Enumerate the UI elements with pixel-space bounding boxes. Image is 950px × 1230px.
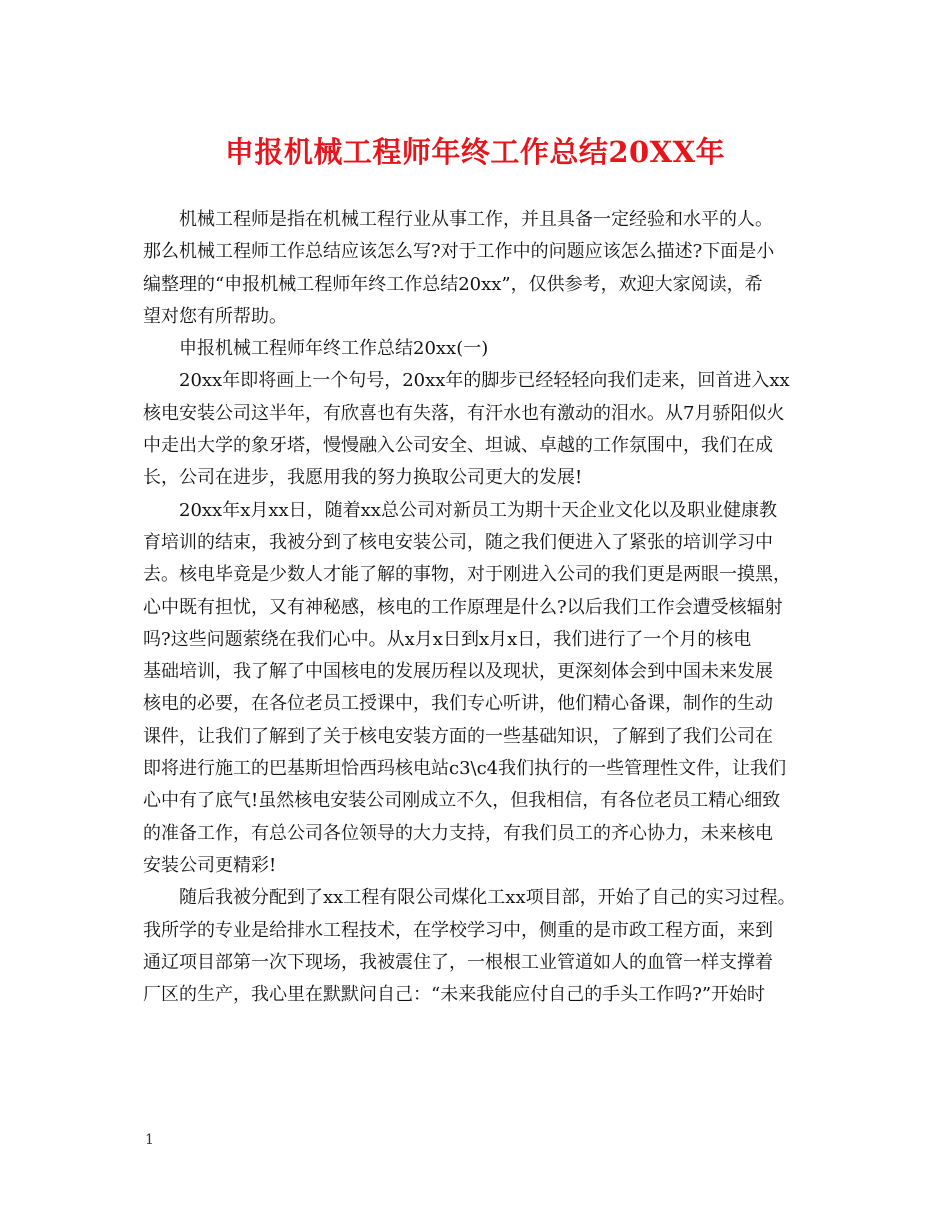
- text-line: 机械工程师是指在机械工程行业从事工作，并且具备一定经验和水平的人。: [179, 209, 773, 230]
- text-line: 那么机械工程师工作总结应该怎么写?对于工作中的问题应该怎么描述?下面是小: [143, 241, 775, 263]
- page-number: 1: [145, 1132, 154, 1148]
- text-line: 通辽项目部第一次下现场，我被震住了，一根根工业管道如人的血管一样支撑着: [143, 951, 773, 973]
- text-line: 的准备工作，有总公司各位领导的大力支持，有我们员工的齐心协力，未来核电: [143, 822, 773, 844]
- text-line: 去。核电毕竟是少数人才能了解的事物，对于刚进入公司的我们更是两眼一摸黑，: [143, 564, 791, 586]
- text-line: 课件，让我们了解到了关于核电安装方面的一些基础知识，了解到了我们公司在: [143, 725, 773, 747]
- page-title: 申报机械工程师年终工作总结20XX年: [224, 135, 726, 169]
- text-line: 即将进行施工的巴基斯坦恰西玛核电站c3\c4我们执行的一些管理性文件，让我们: [143, 758, 787, 780]
- document-body: [143, 204, 833, 1011]
- text-line: 安装公司更精彩!: [143, 854, 277, 876]
- text-line: 育培训的结束，我被分到了核电安装公司，随之我们便进入了紧张的培训学习中: [143, 531, 773, 553]
- text-line: 长，公司在进步，我愿用我的努力换取公司更大的发展!: [143, 467, 583, 489]
- text-line: 心中既有担忧，又有神秘感，核电的工作原理是什么?以后我们工作会遭受核辐射: [143, 596, 783, 618]
- text-line: 心中有了底气!虽然核电安装公司刚成立不久，但我相信，有各位老员工精心细致: [143, 790, 781, 812]
- text-line: 编整理的“申报机械工程师年终工作总结20xx”，仅供参考，欢迎大家阅读，希: [143, 273, 763, 295]
- text-line: 基础培训，我了解了中国核电的发展历程以及现状，更深刻体会到中国未来发展: [143, 661, 773, 683]
- text-line: 我所学的专业是给排水工程技术，在学校学习中，侧重的是市政工程方面，来到: [143, 919, 773, 941]
- text-line: 随后我被分配到了xx工程有限公司煤化工xx项目部，开始了自己的实习过程。: [179, 887, 796, 909]
- text-line: 望对您有所帮助。: [143, 305, 287, 327]
- text-line: 申报机械工程师年终工作总结20xx(一): [179, 338, 489, 360]
- text-line: 核电的必要，在各位老员工授课中，我们专心听讲，他们精心备课，制作的生动: [143, 693, 773, 715]
- text-line: 厂区的生产，我心里在默默问自己：“未来我能应付自己的手头工作吗?”开始时: [143, 984, 766, 1006]
- text-line: 吗?这些问题萦绕在我们心中。从x月x日到x月x日，我们进行了一个月的核电: [143, 628, 752, 650]
- text-line: 核电安装公司这半年，有欣喜也有失落，有汗水也有激动的泪水。从7月骄阳似火: [143, 402, 785, 424]
- text-line: 20xx年x月xx日，随着xx总公司对新员工为期十天企业文化以及职业健康教: [179, 499, 777, 521]
- text-line: 20xx年即将画上一个句号，20xx年的脚步已经轻轻向我们走来，回首进入xx: [179, 370, 790, 392]
- text-line: 中走出大学的象牙塔，慢慢融入公司安全、坦诚、卓越的工作氛围中，我们在成: [143, 435, 773, 457]
